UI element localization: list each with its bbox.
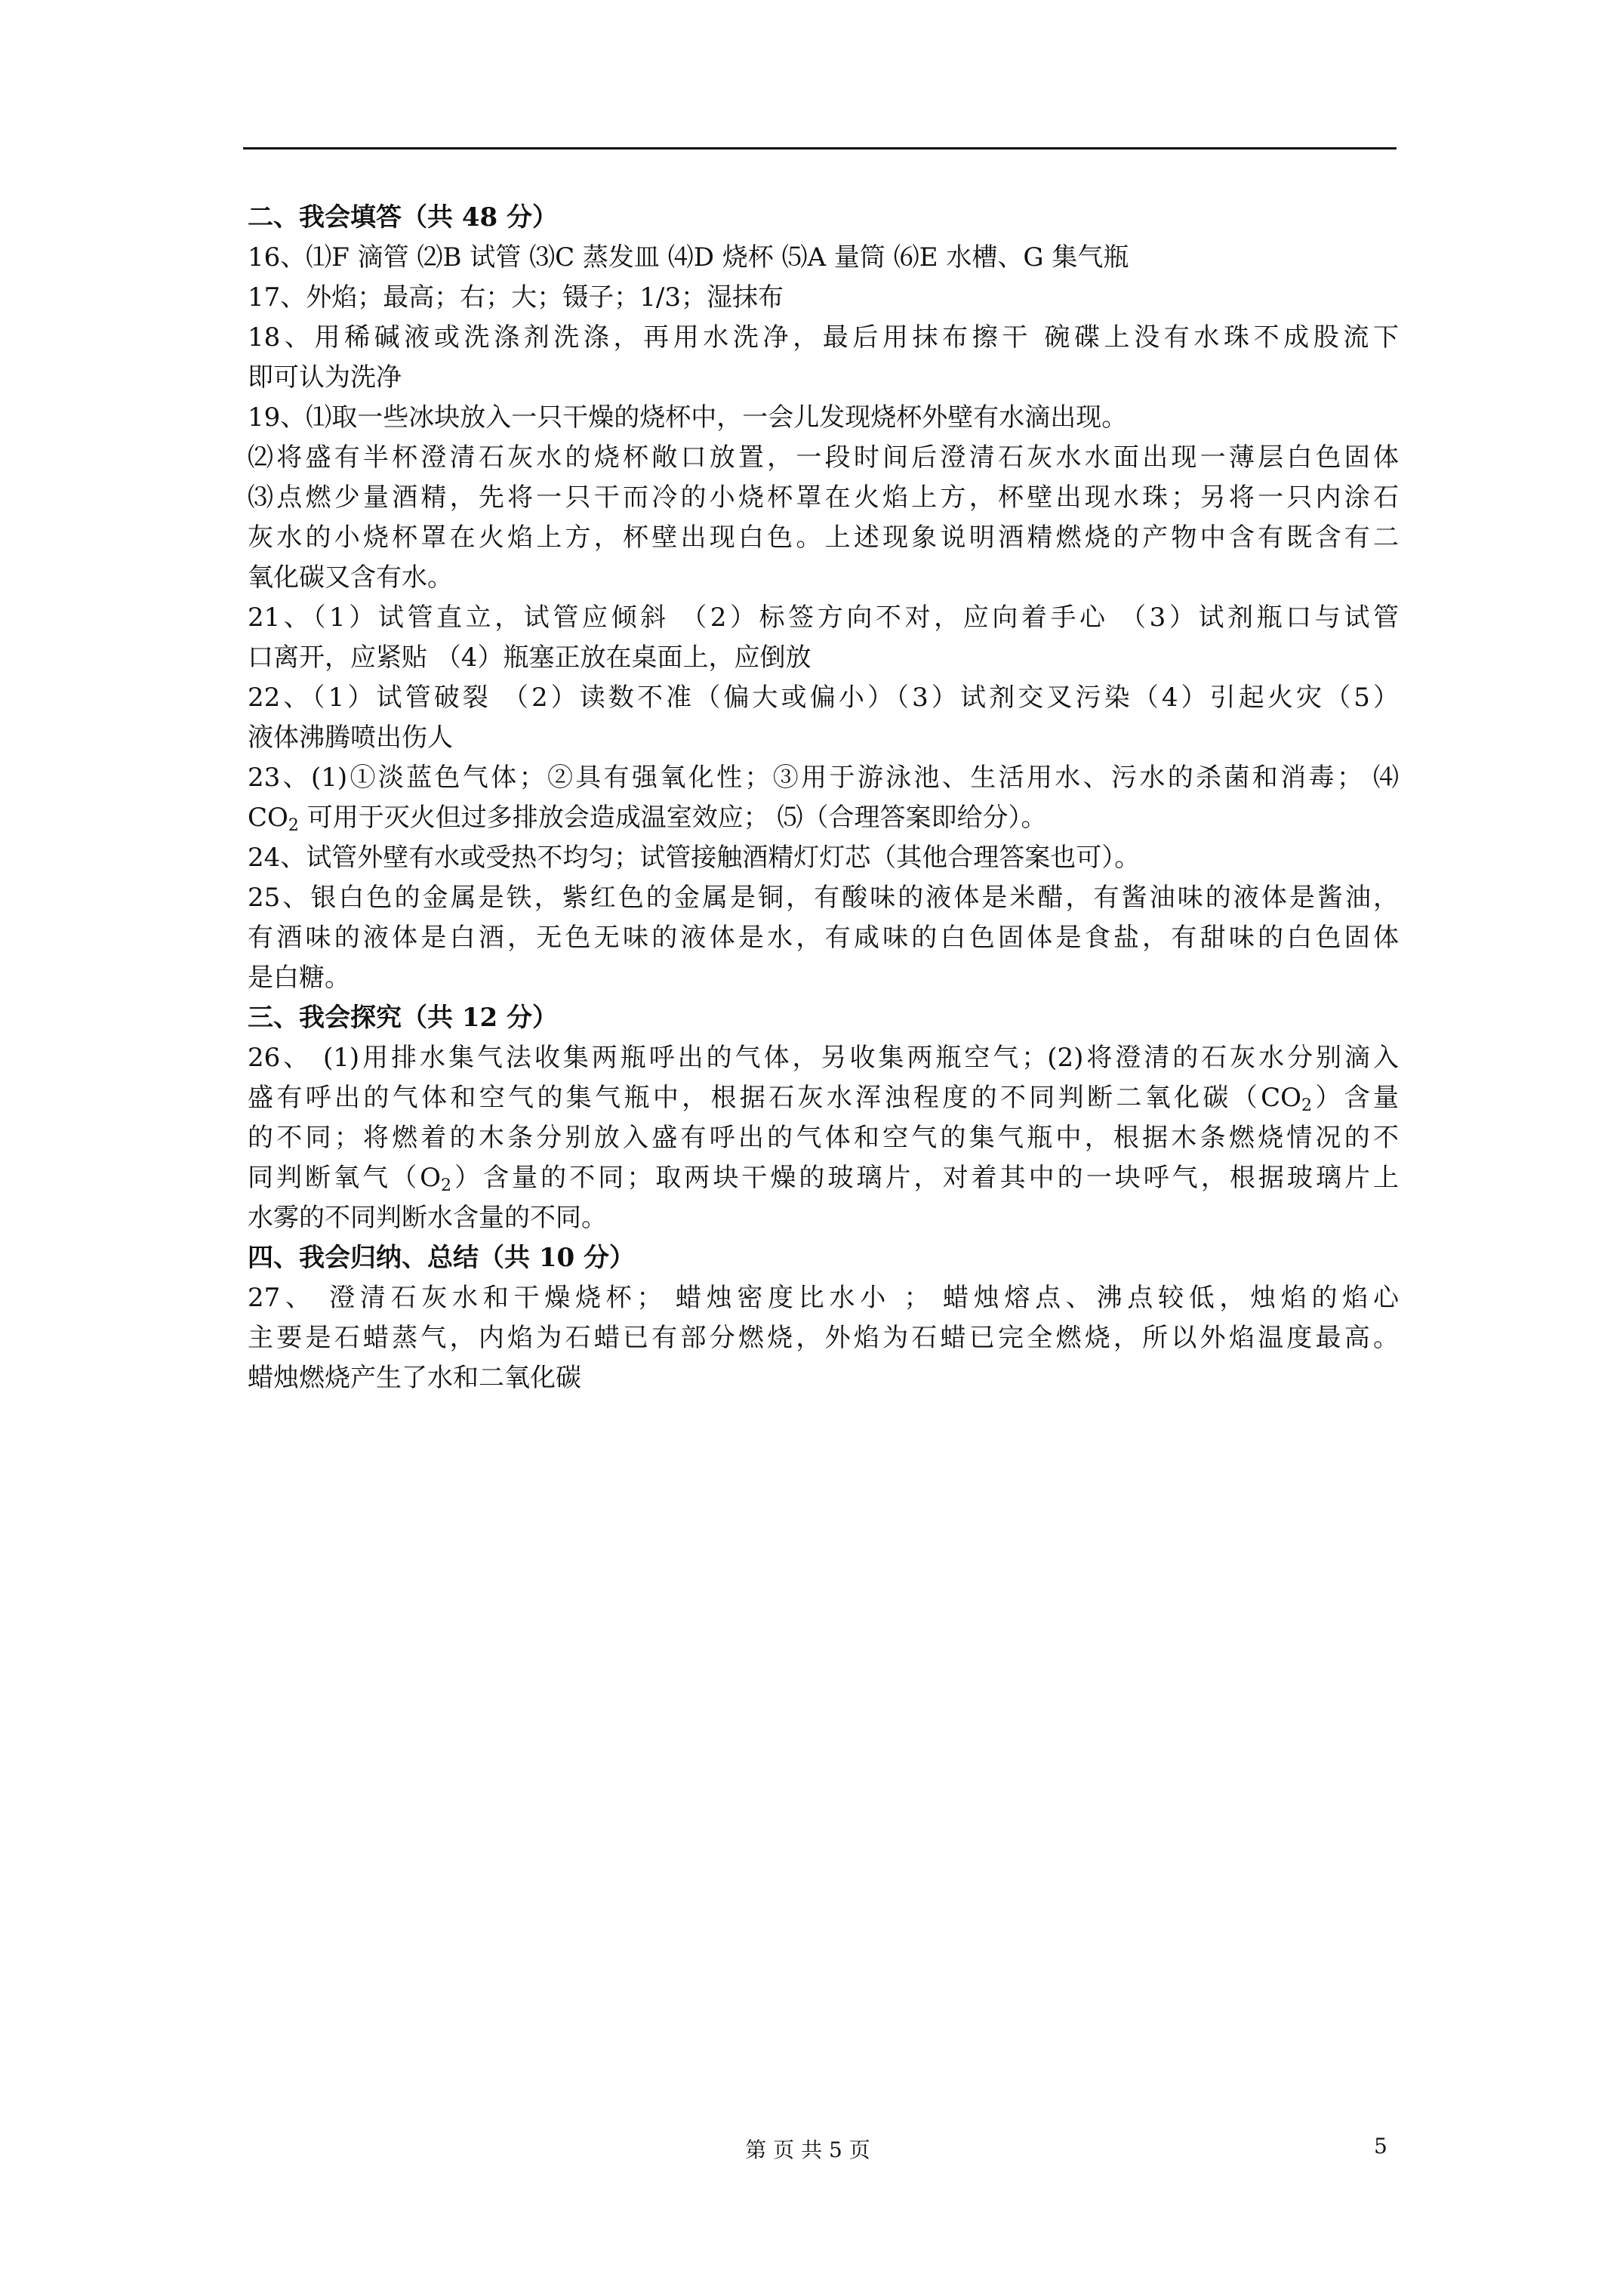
- answer-body: [248, 198, 1399, 1398]
- text-line: 16、⑴F 滴管 ⑵B 试管 ⑶C 蒸发皿 ⑷D 烧杯 ⑸A 量筒 ⑹E 水槽、G 集气瓶: [248, 242, 1129, 273]
- text-line: 液体沸腾喷出伤人: [248, 723, 453, 753]
- text-line: 24、试管外壁有水或受热不均匀；试管接触酒精灯灯芯（其他合理答案也可）。: [248, 843, 1141, 873]
- text-line: 有酒味的液体是白酒，无色无味的液体是水，有咸味的白色固体是食盐，有甜味的白色固体: [248, 923, 1399, 953]
- footer-page-info: 第 页 共 5 页: [745, 2137, 870, 2162]
- text-line: 21、（1）试管直立，试管应倾斜 （2）标签方向不对，应向着手心 （3）试剂瓶口与试管: [248, 603, 1399, 633]
- subscript: 2: [441, 1176, 452, 1195]
- text-line: 盛有呼出的气体和空气的集气瓶中，根据石灰水浑浊程度的不同判断二氧化碳$(CO_2)$含量: [248, 1083, 1400, 1115]
- text-line: 蜡烛燃烧产生了水和二氧化碳: [248, 1363, 581, 1393]
- text-line: 口离开，应紧贴 （4）瓶塞正放在桌面上，应倒放: [248, 643, 812, 673]
- text-line: 水雾的不同判断水含量的不同。: [248, 1203, 607, 1233]
- text-line: 是白糖。: [248, 963, 350, 993]
- text-line: 23、(1)①淡蓝色气体；②具有强氧化性；③用于游泳池、生活用水、污水的杀菌和消毒； ⑷: [248, 763, 1399, 793]
- text-line: 17、外焰；最高；右；大；镊子；1/3；湿抹布: [248, 282, 784, 313]
- section-heading: 四、我会归纳、总结（共 10 分）: [248, 1243, 635, 1273]
- text-line: 19、⑴取一些冰块放入一只干燥的烧杯中，一会儿发现烧杯外壁有水滴出现。: [248, 402, 1128, 433]
- text-line: ⑶点燃少量酒精，先将一只干而冷的小烧杯罩在火焰上方，杯壁出现水珠；另将一只内涂石: [248, 482, 1399, 513]
- subscript: 2: [288, 816, 299, 835]
- text-line: 25、银白色的金属是铁，紫红色的金属是铜，有酸味的液体是米醋，有酱油味的液体是酱油，: [248, 883, 1399, 913]
- text-line: 22、（1）试管破裂 （2）读数不准（偏大或偏小）（3）试剂交叉污染（4）引起火灾（5）: [248, 683, 1399, 713]
- text-line: ⑵将盛有半杯澄清石灰水的烧杯敞口放置，一段时间后澄清石灰水水面出现一薄层白色固体: [248, 442, 1399, 473]
- text-line: 主要是石蜡蒸气，内焰为石蜡已有部分燃烧，外焰为石蜡已完全燃烧，所以外焰温度最高。: [248, 1323, 1399, 1353]
- subscript: 2: [1301, 1096, 1312, 1115]
- header-rule: [243, 147, 1397, 149]
- text-line: 27、 澄清石灰水和干燥烧杯； 蜡烛密度比水小 ； 蜡烛熔点、沸点较低，烛焰的焰心: [248, 1283, 1399, 1313]
- text-line: 26、 (1)用排水集气法收集两瓶呼出的气体，另收集两瓶空气；(2)将澄清的石灰水分别滴入: [248, 1043, 1399, 1073]
- text-line: 灰水的小烧杯罩在火焰上方，杯壁出现白色。上述现象说明酒精燃烧的产物中含有既含有二: [248, 522, 1399, 553]
- section-heading: 二、我会填答（共 48 分）: [248, 202, 558, 233]
- text-line: $CO_2$ 可用于灭火但过多排放会造成温室效应； ⑸（合理答案即给分）。: [248, 803, 1047, 835]
- text-line: 18、用稀碱液或洗涤剂洗涤，再用水洗净，最后用抹布擦干 碗碟上没有水珠不成股流下: [248, 322, 1399, 353]
- footer-page-number: 5: [1374, 2134, 1387, 2159]
- section-heading: 三、我会探究（共 12 分）: [248, 1003, 558, 1033]
- text-line: 氧化碳又含有水。: [248, 562, 453, 593]
- text-line: 的不同；将燃着的木条分别放入盛有呼出的气体和空气的集气瓶中，根据木条燃烧情况的不: [248, 1123, 1399, 1153]
- text-line: 即可认为洗净: [248, 362, 402, 393]
- text-line: 同判断氧气$(O_2)$含量的不同；取两块干燥的玻璃片，对着其中的一块呼气，根据玻璃片上: [248, 1163, 1399, 1195]
